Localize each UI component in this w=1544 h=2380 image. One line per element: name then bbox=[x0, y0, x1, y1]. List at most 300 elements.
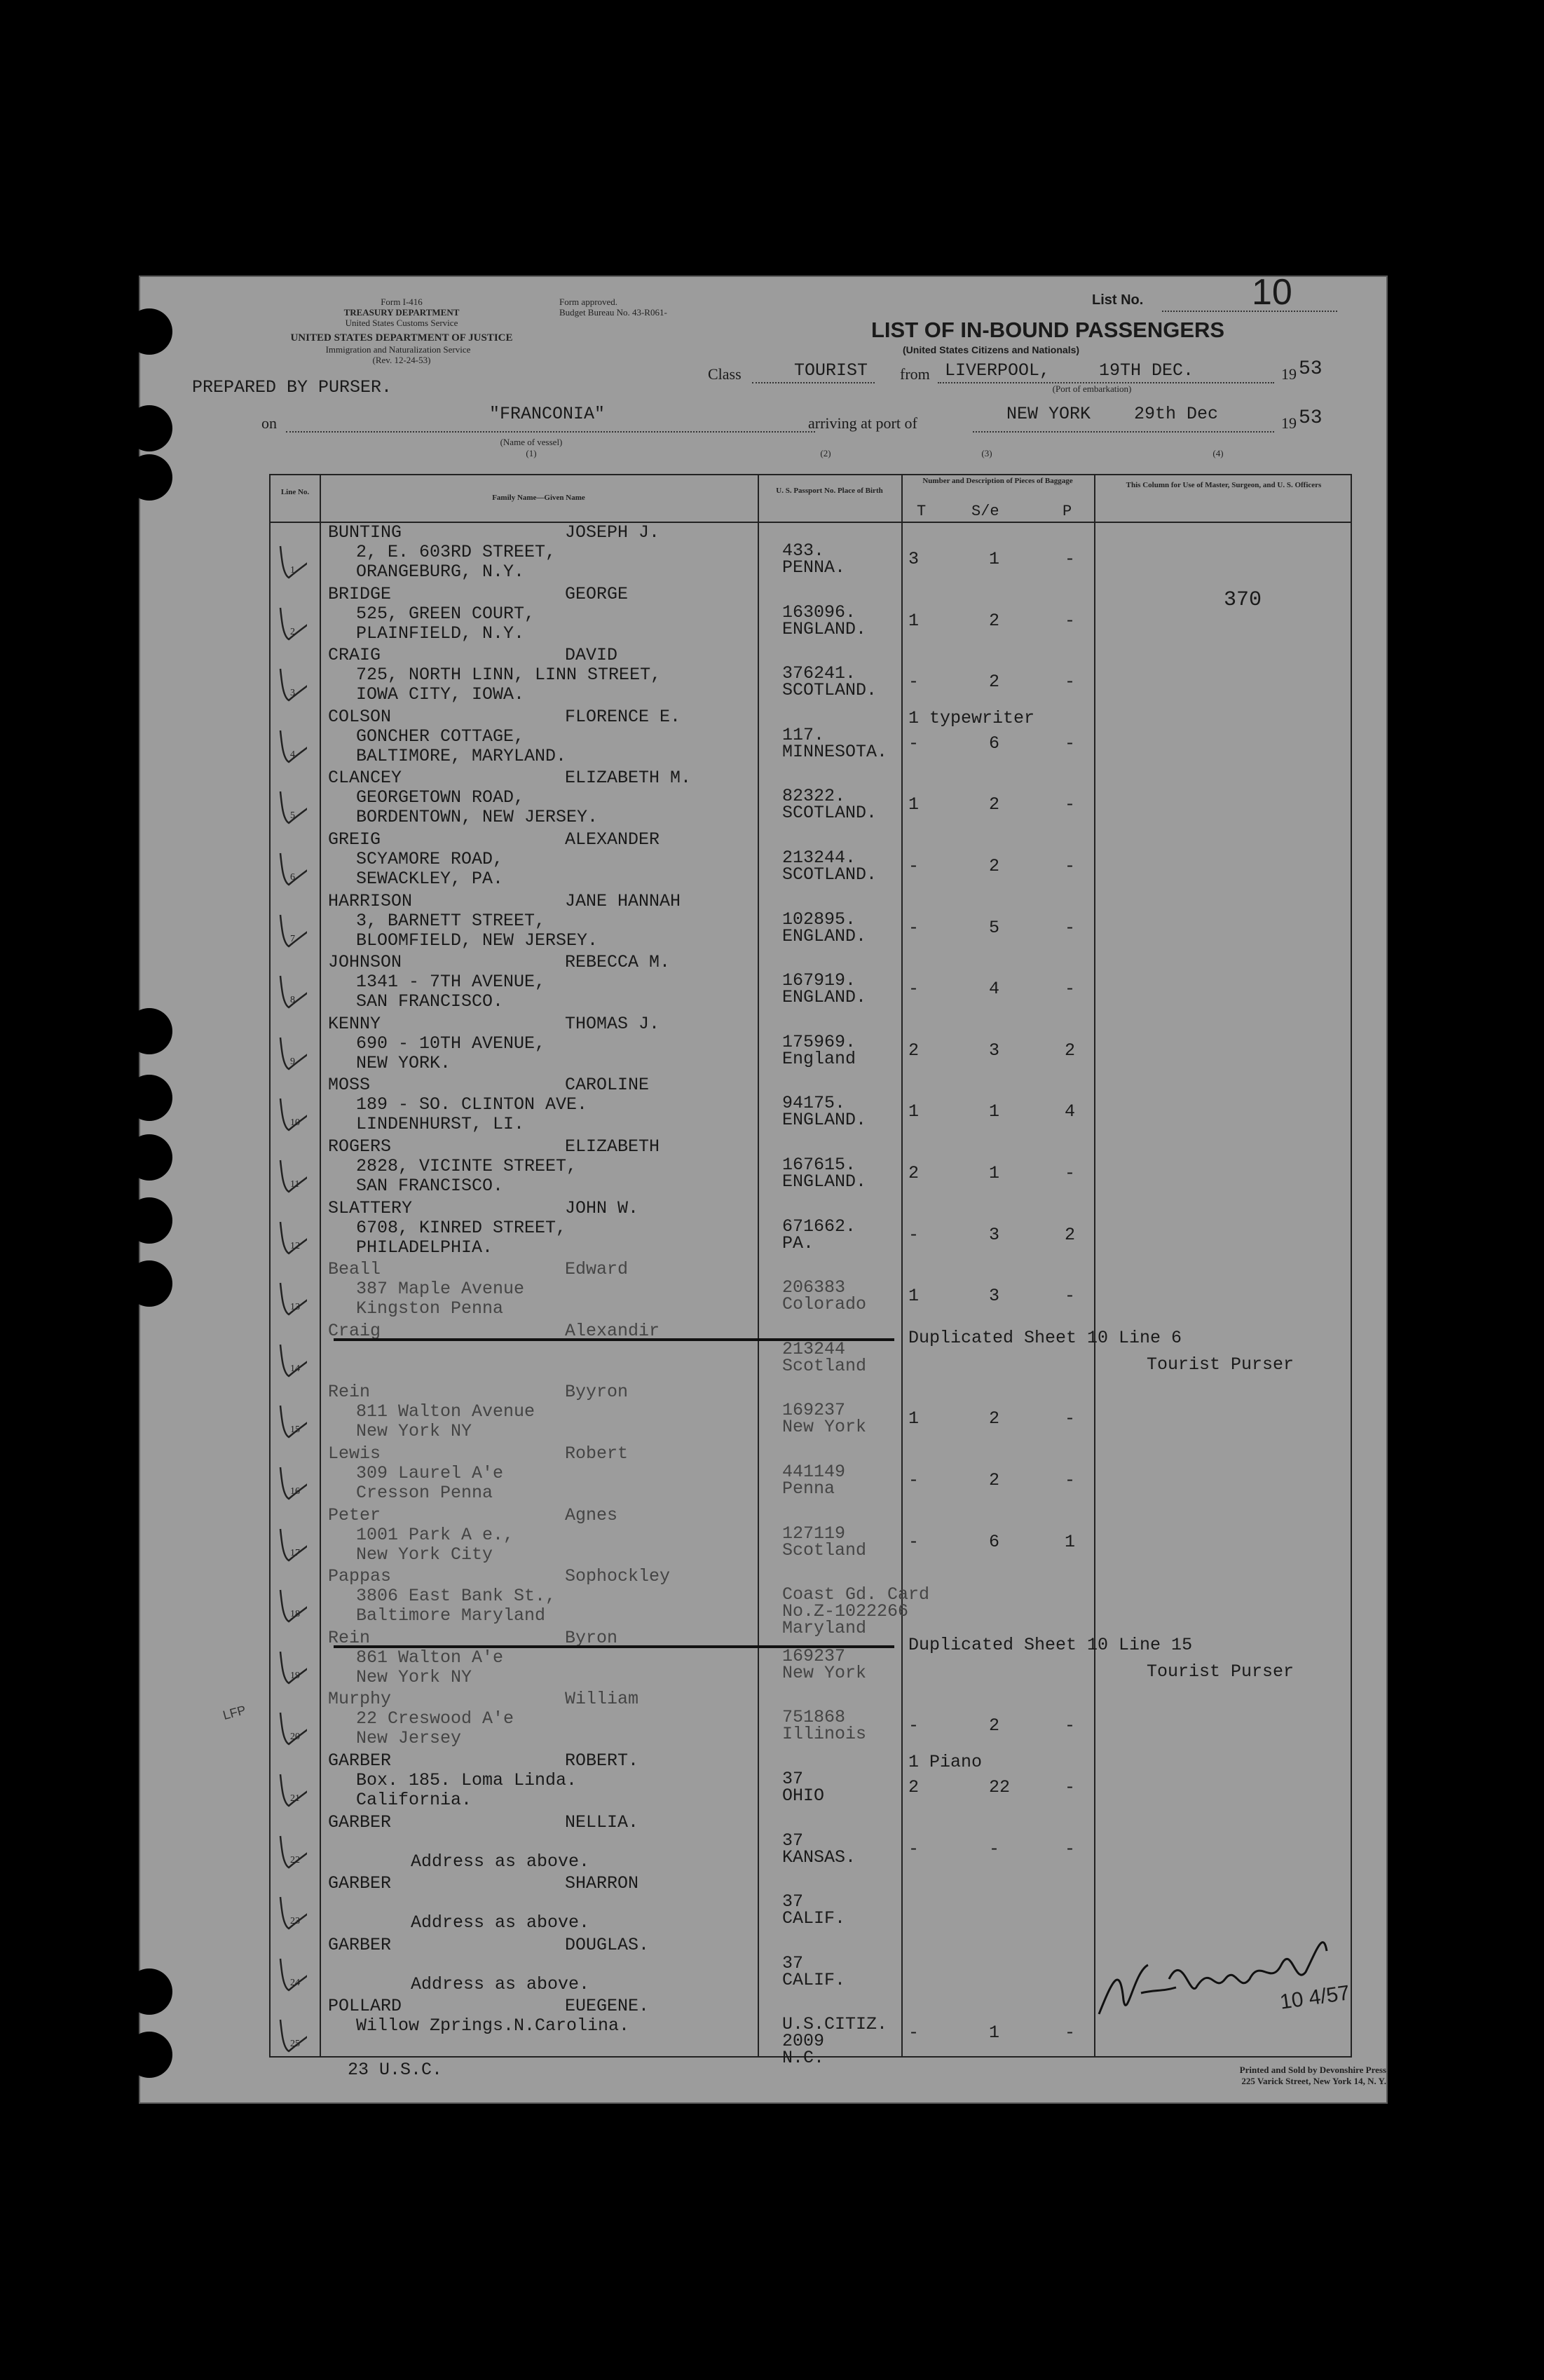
address-line-2: SEWACKLEY, PA. bbox=[356, 869, 504, 889]
baggage-packages: - bbox=[1065, 1838, 1076, 1859]
passport-number: 163096. bbox=[782, 601, 856, 623]
duplicate-note: Duplicated Sheet 10 Line 6 bbox=[908, 1327, 1182, 1348]
place-of-birth: New York bbox=[782, 1417, 867, 1438]
family-name: GARBER bbox=[328, 1750, 392, 1771]
address-line-2: NEW YORK. bbox=[356, 1052, 451, 1073]
from-port: LIVERPOOL, bbox=[945, 360, 1051, 381]
baggage-packages: - bbox=[1065, 672, 1076, 693]
given-name: Edward bbox=[565, 1259, 629, 1280]
line-number: 20 bbox=[290, 1732, 300, 1743]
given-name: Alexandir bbox=[565, 1320, 660, 1341]
line-number: 8 bbox=[290, 995, 295, 1006]
given-name: THOMAS J. bbox=[565, 1013, 660, 1034]
punch-hole bbox=[126, 2032, 172, 2078]
address-line-1: 811 Walton Avenue bbox=[356, 1401, 535, 1422]
address-line-2: BORDENTOWN, NEW JERSEY. bbox=[356, 807, 599, 828]
from-label: from bbox=[900, 365, 930, 383]
baggage-packages: 1 bbox=[1065, 1531, 1076, 1552]
address-line-2: BALTIMORE, MARYLAND. bbox=[356, 745, 567, 766]
passport-number: 671662. bbox=[782, 1216, 856, 1237]
baggage-packages: 2 bbox=[1065, 1040, 1076, 1061]
given-name: JOHN W. bbox=[565, 1197, 639, 1218]
table-row bbox=[271, 1627, 1351, 1689]
baggage-packages: - bbox=[1065, 917, 1076, 938]
address-line-1: 2828, VICINTE STREET, bbox=[356, 1156, 578, 1176]
baggage-suitcases: 2 bbox=[989, 1470, 1000, 1490]
check-mark-icon bbox=[273, 1948, 307, 1997]
baggage-suitcases: 1 bbox=[989, 2022, 1000, 2044]
table-row bbox=[271, 1136, 1351, 1197]
line-number: 19 bbox=[290, 1670, 300, 1681]
given-name: NELLIA. bbox=[565, 1811, 639, 1832]
line-number: 24 bbox=[290, 1977, 300, 1988]
check-mark-icon bbox=[273, 597, 307, 646]
address-line-1: Box. 185. Loma Linda. bbox=[356, 1770, 578, 1790]
line-number: 9 bbox=[290, 1056, 295, 1067]
table-row bbox=[271, 1504, 1351, 1566]
family-name: BUNTING bbox=[328, 522, 402, 543]
table-row bbox=[271, 951, 1351, 1013]
given-name: ROBERT. bbox=[565, 1750, 639, 1771]
manifest-subtitle: (United States Citizens and Nationals) bbox=[903, 344, 1080, 355]
baggage-packages: - bbox=[1065, 856, 1076, 876]
baggage-suitcases: 6 bbox=[989, 733, 1000, 754]
purser-note: Tourist Purser bbox=[1147, 1661, 1294, 1682]
passport-number: 117. bbox=[782, 724, 825, 745]
passport-number: U.S.CITIZ. bbox=[782, 2014, 888, 2035]
passport-number: 82322. bbox=[782, 786, 846, 807]
passport-number: 167615. bbox=[782, 1155, 856, 1175]
place-of-birth: CALIF. bbox=[782, 1969, 846, 1990]
line-number: 23 bbox=[290, 1916, 300, 1927]
address-line-2: SAN FRANCISCO. bbox=[356, 1176, 504, 1196]
place-of-birth: Colorado bbox=[782, 1294, 867, 1315]
form-number: Form I-416 bbox=[381, 297, 423, 307]
place-of-birth: ENGLAND. bbox=[782, 1171, 867, 1192]
check-mark-icon bbox=[273, 1088, 307, 1137]
family-name: MOSS bbox=[328, 1075, 371, 1096]
place-of-birth: PENNA. bbox=[782, 557, 846, 578]
family-name: GARBER bbox=[328, 1811, 392, 1832]
col-num-4: (4) bbox=[1212, 448, 1224, 458]
table-row bbox=[271, 1381, 1351, 1443]
baggage-trunks: - bbox=[908, 1531, 920, 1552]
place-of-birth: ENGLAND. bbox=[782, 987, 867, 1008]
passport-number: 441149 bbox=[782, 1462, 846, 1482]
passport-number: 94175. bbox=[782, 1093, 846, 1114]
check-mark-icon bbox=[273, 1395, 307, 1444]
family-name: Craig bbox=[328, 1320, 381, 1341]
check-mark-icon bbox=[273, 1825, 307, 1875]
baggage-trunks: 1 bbox=[908, 1101, 920, 1122]
given-name: ELIZABETH M. bbox=[565, 768, 692, 789]
table-row bbox=[271, 767, 1351, 829]
check-mark-icon bbox=[273, 904, 307, 953]
address-line-1: 1001 Park A e., bbox=[356, 1524, 514, 1545]
col-num-1: (1) bbox=[526, 448, 537, 458]
check-mark-icon bbox=[273, 658, 307, 707]
table-row bbox=[271, 1443, 1351, 1504]
address-line-1: 690 - 10TH AVENUE, bbox=[356, 1033, 546, 1054]
baggage-trunks: - bbox=[908, 856, 920, 876]
customs-service: United States Customs Service bbox=[345, 318, 458, 328]
ins-service: Immigration and Naturalization Service bbox=[325, 344, 471, 355]
baggage-trunks: - bbox=[908, 1838, 920, 1859]
passport-number: 433. bbox=[782, 540, 825, 561]
arrival-port: NEW YORK bbox=[1006, 404, 1091, 424]
punch-hole bbox=[126, 1008, 172, 1054]
given-name: ALEXANDER bbox=[565, 829, 660, 850]
family-name: COLSON bbox=[328, 706, 392, 727]
baggage-description: 1 Piano bbox=[908, 1752, 983, 1772]
address-line-2: California. bbox=[356, 1790, 472, 1810]
address-line-2: Cresson Penna bbox=[356, 1483, 493, 1503]
baggage-suitcases: 3 bbox=[989, 1040, 1000, 1061]
baggage-trunks: - bbox=[908, 979, 920, 1000]
check-mark-icon bbox=[273, 1457, 307, 1506]
baggage-packages: - bbox=[1065, 1777, 1076, 1797]
family-name: KENNY bbox=[328, 1013, 381, 1034]
baggage-suitcases: - bbox=[989, 1838, 1000, 1859]
address-line-2: PHILADELPHIA. bbox=[356, 1237, 493, 1258]
address-line-2: LINDENHURST, LI. bbox=[356, 1114, 525, 1135]
passport-number: 213244. bbox=[782, 848, 856, 868]
address-line-1: GEORGETOWN ROAD, bbox=[356, 787, 525, 808]
line-number: 15 bbox=[290, 1424, 300, 1436]
usc-reference: 23 U.S.C. bbox=[348, 2060, 443, 2080]
baggage-suitcases: 2 bbox=[989, 794, 1000, 815]
duplicate-note: Duplicated Sheet 10 Line 15 bbox=[908, 1634, 1193, 1655]
line-number: 7 bbox=[290, 933, 295, 944]
strikethrough bbox=[334, 1645, 894, 1648]
baggage-suitcases: 2 bbox=[989, 672, 1000, 693]
punch-hole bbox=[126, 1134, 172, 1181]
baggage-packages: - bbox=[1065, 1163, 1076, 1183]
line-number: 18 bbox=[290, 1609, 300, 1620]
passport-number: 127119 bbox=[782, 1523, 846, 1544]
table-row bbox=[271, 1013, 1351, 1075]
check-mark-icon bbox=[273, 965, 307, 1014]
place-of-birth: PA. bbox=[782, 1232, 814, 1253]
passport-number: 376241. bbox=[782, 663, 856, 684]
given-name: DOUGLAS. bbox=[565, 1934, 650, 1955]
family-name: Rein bbox=[328, 1382, 371, 1403]
address-line-2: PLAINFIELD, N.Y. bbox=[356, 623, 525, 644]
address-line-1: 189 - SO. CLINTON AVE. bbox=[356, 1094, 588, 1115]
given-name: FLORENCE E. bbox=[565, 706, 681, 727]
address-line-1: 6708, KINRED STREET, bbox=[356, 1217, 567, 1238]
check-mark-icon bbox=[273, 2009, 307, 2058]
place-of-birth: Scotland bbox=[782, 1539, 867, 1560]
given-name: ELIZABETH bbox=[565, 1136, 660, 1157]
baggage-suitcases: 3 bbox=[989, 1224, 1000, 1245]
form-approved: Form approved. bbox=[559, 297, 618, 307]
baggage-trunks: 1 bbox=[908, 794, 920, 815]
given-name: CAROLINE bbox=[565, 1075, 650, 1096]
manifest-page bbox=[139, 272, 1388, 2104]
baggage-trunks: 1 bbox=[908, 610, 920, 631]
place-of-birth: KANSAS. bbox=[782, 1847, 856, 1868]
check-mark-icon bbox=[273, 1334, 307, 1383]
baggage-suitcases: 5 bbox=[989, 917, 1000, 938]
punch-hole bbox=[126, 454, 172, 501]
passport-number: 213244 bbox=[782, 1338, 846, 1359]
vessel-note: (Name of vessel) bbox=[500, 437, 563, 447]
passport-number: 167919. bbox=[782, 970, 856, 991]
given-name: Byyron bbox=[565, 1382, 629, 1403]
baggage-trunks: - bbox=[908, 1224, 920, 1245]
address-line-2: Baltimore Maryland bbox=[356, 1605, 546, 1626]
check-mark-icon bbox=[273, 720, 307, 769]
passport-number: 169237 bbox=[782, 1645, 846, 1666]
baggage-packages: 4 bbox=[1065, 1101, 1076, 1122]
printer-line-2: 225 Varick Street, New York 14, N. Y. bbox=[1241, 2076, 1386, 2086]
passport-number: 169237 bbox=[782, 1400, 846, 1421]
justice-dept: UNITED STATES DEPARTMENT OF JUSTICE bbox=[290, 332, 513, 344]
punch-hole bbox=[126, 1260, 172, 1307]
check-mark-icon bbox=[273, 1764, 307, 1813]
check-mark-icon bbox=[273, 1579, 307, 1628]
passport-number: 37 bbox=[782, 1891, 804, 1912]
address-line-2: IOWA CITY, IOWA. bbox=[356, 684, 525, 705]
col-baggage: Number and Description of Pieces of Baggage bbox=[922, 477, 1073, 485]
passport-number: 751868 bbox=[782, 1707, 846, 1728]
table-row bbox=[271, 522, 1351, 583]
passport-number: 37 bbox=[782, 1769, 804, 1789]
passport-number: 37 bbox=[782, 1830, 804, 1851]
family-name: GARBER bbox=[328, 1934, 392, 1955]
baggage-trunks: - bbox=[908, 733, 920, 754]
on-label: on bbox=[261, 414, 277, 432]
table-row bbox=[271, 829, 1351, 890]
line-number: 14 bbox=[290, 1363, 300, 1374]
family-name: POLLARD bbox=[328, 1996, 402, 2017]
address-line-1: 2, E. 603RD STREET, bbox=[356, 542, 556, 562]
baggage-packages: - bbox=[1065, 549, 1076, 569]
check-mark-icon bbox=[273, 781, 307, 830]
table-row bbox=[271, 644, 1351, 706]
family-name: SLATTERY bbox=[328, 1197, 413, 1218]
place-of-birth: Scotland bbox=[782, 1355, 867, 1376]
vessel-name: "FRANCONIA" bbox=[489, 404, 606, 424]
punch-hole bbox=[126, 1075, 172, 1121]
family-name: Lewis bbox=[328, 1443, 381, 1464]
col-num-2: (2) bbox=[820, 448, 831, 458]
check-mark-icon bbox=[273, 536, 307, 585]
baggage-trunks: - bbox=[908, 2022, 920, 2044]
col-baggage-t: T bbox=[917, 503, 927, 520]
purser-note: Tourist Purser bbox=[1147, 1354, 1294, 1375]
family-name: Murphy bbox=[328, 1689, 392, 1710]
given-name: JOSEPH J. bbox=[565, 522, 660, 543]
baggage-trunks: 2 bbox=[908, 1163, 920, 1183]
address-line-2: New York City bbox=[356, 1544, 493, 1565]
family-name: ROGERS bbox=[328, 1136, 392, 1157]
baggage-packages: - bbox=[1065, 2022, 1076, 2044]
place-of-birth: CALIF. bbox=[782, 1908, 846, 1929]
punch-hole bbox=[126, 308, 172, 355]
family-name: GARBER bbox=[328, 1873, 392, 1894]
passport-number: 175969. bbox=[782, 1031, 856, 1052]
place-of-birth: New York bbox=[782, 1662, 867, 1683]
officer-note: 370 bbox=[1224, 587, 1262, 612]
given-name: William bbox=[565, 1689, 639, 1710]
place-of-birth: 2009 bbox=[782, 2031, 825, 2052]
table-row bbox=[271, 1811, 1351, 1873]
printer-line-1: Printed and Sold by Devonshire Press bbox=[1239, 2065, 1386, 2075]
passport-number: 37 bbox=[782, 1952, 804, 1973]
line-number: 1 bbox=[290, 565, 295, 576]
baggage-packages: - bbox=[1065, 1470, 1076, 1490]
family-name: JOHNSON bbox=[328, 952, 402, 973]
baggage-description: 1 typewriter bbox=[908, 707, 1035, 728]
place-of-birth: Illinois bbox=[782, 1724, 867, 1745]
address-line-2: New York NY bbox=[356, 1666, 472, 1687]
baggage-suitcases: 2 bbox=[989, 1408, 1000, 1429]
baggage-trunks: 1 bbox=[908, 1408, 920, 1429]
family-name: Pappas bbox=[328, 1566, 392, 1587]
col-baggage-p: P bbox=[1063, 503, 1072, 520]
place-of-birth: ENGLAND. bbox=[782, 1110, 867, 1131]
family-name: HARRISON bbox=[328, 890, 413, 911]
table-row bbox=[271, 1688, 1351, 1750]
address-line-2: Address as above. bbox=[411, 1912, 590, 1933]
family-name: CLANCEY bbox=[328, 768, 402, 789]
family-name: Beall bbox=[328, 1259, 381, 1280]
given-name: Byron bbox=[565, 1627, 618, 1648]
place-of-birth: MINNESOTA. bbox=[782, 741, 888, 762]
address-line-1: GONCHER COTTAGE, bbox=[356, 726, 525, 747]
given-name: JANE HANNAH bbox=[565, 890, 681, 911]
col-officers: This Column for Use of Master, Surgeon, and U. S. Officers bbox=[1126, 481, 1322, 489]
baggage-packages: - bbox=[1065, 1715, 1076, 1736]
place-of-birth: SCOTLAND. bbox=[782, 680, 877, 701]
family-name: GREIG bbox=[328, 829, 381, 850]
family-name: Peter bbox=[328, 1504, 381, 1525]
address-line-1: 3, BARNETT STREET, bbox=[356, 910, 546, 931]
arriving-label: arriving at port of bbox=[808, 414, 917, 432]
budget-bureau: Budget Bureau No. 43-R061- bbox=[559, 307, 667, 318]
place-of-birth: SCOTLAND. bbox=[782, 864, 877, 885]
given-name: EUEGENE. bbox=[565, 1996, 650, 2017]
table-row bbox=[271, 583, 1351, 645]
baggage-suitcases: 2 bbox=[989, 1715, 1000, 1736]
given-name: Sophockley bbox=[565, 1566, 671, 1587]
address-line-1: 3806 East Bank St., bbox=[356, 1586, 556, 1607]
baggage-packages: - bbox=[1065, 794, 1076, 815]
address-line-2: Address as above. bbox=[411, 1973, 590, 1994]
col-passport: U. S. Passport No. Place of Birth bbox=[776, 487, 883, 495]
baggage-suitcases: 1 bbox=[989, 1163, 1000, 1183]
baggage-suitcases: 2 bbox=[989, 856, 1000, 876]
line-number: 12 bbox=[290, 1240, 300, 1251]
baggage-suitcases: 4 bbox=[989, 979, 1000, 1000]
family-name: Rein bbox=[328, 1627, 371, 1648]
place-of-birth: ENGLAND. bbox=[782, 618, 867, 639]
baggage-trunks: 2 bbox=[908, 1040, 920, 1061]
address-line-1: 725, NORTH LINN, LINN STREET, bbox=[356, 665, 662, 686]
check-mark-icon bbox=[273, 1272, 307, 1321]
baggage-packages: - bbox=[1065, 1286, 1076, 1307]
table-row bbox=[271, 1750, 1351, 1811]
revision: (Rev. 12-24-53) bbox=[372, 355, 431, 365]
address-line-1: 387 Maple Avenue bbox=[356, 1279, 525, 1300]
line-number: 6 bbox=[290, 872, 295, 883]
passport-number: 102895. bbox=[782, 909, 856, 930]
address-line-1: 525, GREEN COURT, bbox=[356, 603, 535, 624]
baggage-suitcases: 1 bbox=[989, 1101, 1000, 1122]
check-mark-icon bbox=[273, 1518, 307, 1568]
line-number: 2 bbox=[290, 626, 295, 637]
line-number: 4 bbox=[290, 749, 295, 760]
arrival-year: 53 bbox=[1299, 407, 1323, 429]
family-name: BRIDGE bbox=[328, 583, 392, 604]
col-num-3: (3) bbox=[981, 448, 992, 458]
table-row bbox=[271, 1258, 1351, 1320]
year-prefix: 19 bbox=[1281, 365, 1297, 383]
treasury-dept: TREASURY DEPARTMENT bbox=[343, 307, 460, 318]
given-name: Agnes bbox=[565, 1504, 618, 1525]
place-of-birth: SCOTLAND. bbox=[782, 803, 877, 824]
baggage-packages: - bbox=[1065, 610, 1076, 631]
arrival-year-prefix: 19 bbox=[1281, 414, 1297, 432]
address-line-1: 861 Walton A'e bbox=[356, 1647, 504, 1668]
place-of-birth-extra: Maryland bbox=[782, 1618, 867, 1639]
signature-date: 10 4/57 bbox=[1278, 1981, 1351, 2014]
check-mark-icon bbox=[273, 1886, 307, 1936]
baggage-trunks: 2 bbox=[908, 1777, 920, 1797]
line-number: 11 bbox=[290, 1179, 300, 1190]
given-name: GEORGE bbox=[565, 583, 629, 604]
arrival-date: 29th Dec bbox=[1134, 404, 1219, 424]
baggage-packages: 2 bbox=[1065, 1224, 1076, 1245]
given-name: DAVID bbox=[565, 645, 618, 666]
baggage-suitcases: 22 bbox=[989, 1777, 1011, 1797]
strikethrough bbox=[334, 1338, 894, 1341]
baggage-trunks: - bbox=[908, 672, 920, 693]
baggage-suitcases: 1 bbox=[989, 549, 1000, 569]
given-name: REBECCA M. bbox=[565, 952, 671, 973]
place-of-birth: Penna bbox=[782, 1478, 835, 1499]
address-line-1: 22 Creswood A'e bbox=[356, 1708, 514, 1729]
check-mark-icon bbox=[273, 1150, 307, 1199]
table-row bbox=[271, 1197, 1351, 1259]
col-line-no: Line No. bbox=[280, 488, 310, 496]
line-number: 5 bbox=[290, 810, 295, 822]
address-line-2: New Jersey bbox=[356, 1728, 462, 1749]
place-of-birth: No.Z-1022266 bbox=[782, 1601, 909, 1622]
line-number: 3 bbox=[290, 688, 295, 699]
table-row bbox=[271, 890, 1351, 952]
baggage-packages: - bbox=[1065, 979, 1076, 1000]
address-line-2: ORANGEBURG, N.Y. bbox=[356, 562, 525, 582]
baggage-packages: - bbox=[1065, 733, 1076, 754]
col-name: Family Name—Given Name bbox=[492, 494, 585, 502]
check-mark-icon bbox=[273, 1641, 307, 1690]
line-number: 21 bbox=[290, 1793, 300, 1804]
address-line-1: 309 Laurel A'e bbox=[356, 1463, 504, 1483]
baggage-trunks: - bbox=[908, 917, 920, 938]
line-number: 13 bbox=[290, 1302, 300, 1313]
baggage-packages: - bbox=[1065, 1408, 1076, 1429]
address-line-1: Willow Zprings.N.Carolina. bbox=[356, 2015, 630, 2036]
given-name: Robert bbox=[565, 1443, 629, 1464]
col-baggage-s: S/e bbox=[971, 503, 999, 520]
address-line-2: SAN FRANCISCO. bbox=[356, 991, 504, 1012]
passport-number: 206383 bbox=[782, 1277, 846, 1298]
punch-hole bbox=[126, 1968, 172, 2015]
family-name: CRAIG bbox=[328, 645, 381, 666]
